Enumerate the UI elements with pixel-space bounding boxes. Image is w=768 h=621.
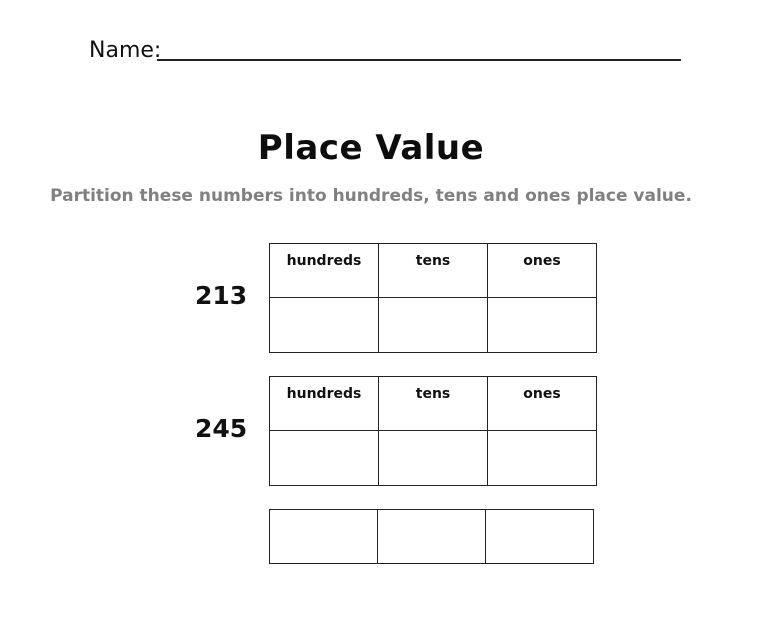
problem-number: 213 [195,281,248,310]
name-row [89,38,683,68]
place-value-table [269,243,597,353]
answer-cell-hundreds[interactable] [270,431,379,486]
answer-cell-tens[interactable] [379,431,488,486]
name-write-line[interactable] [157,59,681,61]
answer-cell-hundreds[interactable] [270,298,379,353]
instructions: Partition these numbers into hundreds, tens and ones place value. [50,186,692,206]
problem-2 [0,376,768,488]
column-header-tens: tens [379,244,488,298]
problem-1 [0,243,768,355]
column-header-hundreds: hundreds [270,244,379,298]
name-label: Name: [89,38,162,63]
column-header-hundreds: hundreds [270,377,379,431]
answer-cell-ones[interactable] [488,431,597,486]
column-header-tens: tens [379,377,488,431]
column-header-cell [486,510,594,564]
place-value-table [269,376,597,486]
column-header-ones: ones [488,377,597,431]
page-title: Place Value [257,128,485,168]
column-header-ones: ones [488,244,597,298]
column-header-cell [378,510,486,564]
place-value-table [269,509,594,564]
problem-3-partial [0,509,768,621]
answer-cell-ones[interactable] [488,298,597,353]
problem-number: 245 [195,414,248,443]
answer-cell-tens[interactable] [379,298,488,353]
column-header-cell [270,510,378,564]
